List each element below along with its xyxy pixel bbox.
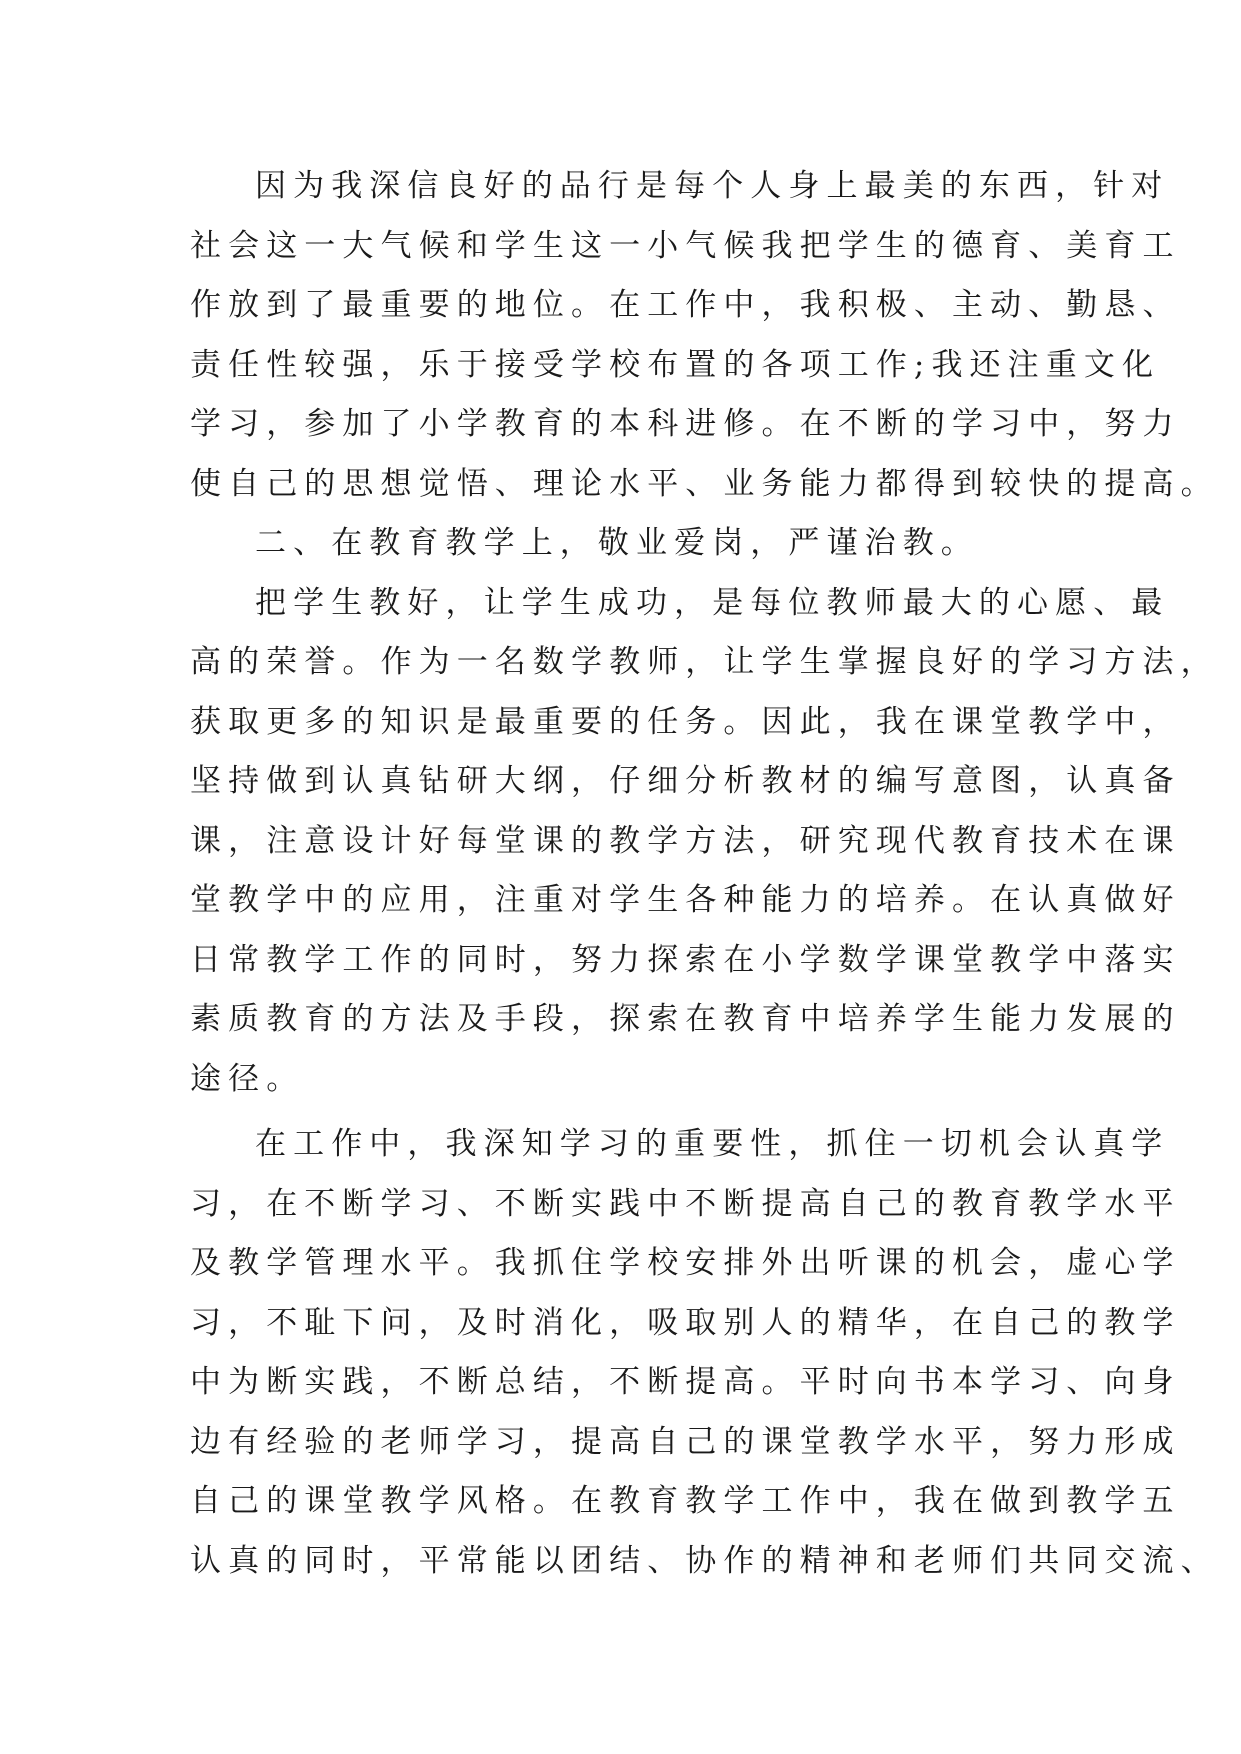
text-line: 坚持做到认真钻研大纲，仔细分析教材的编写意图，认真备	[190, 763, 1181, 799]
text-line: 高的荣誉。作为一名数学教师，让学生掌握良好的学习方法，	[190, 644, 1219, 680]
text-line: 责任性较强，乐于接受学校布置的各项工作;我还注重文化	[190, 346, 1161, 383]
text-line: 习，不耻下问，及时消化，吸取别人的精华，在自己的教学	[190, 1304, 1181, 1341]
text-line: 认真的同时，平常能以团结、协作的精神和老师们共同交流、	[190, 1542, 1219, 1579]
text-line: 中为断实践，不断总结，不断提高。平时向书本学习、向身	[190, 1364, 1181, 1400]
section-heading	[190, 514, 1060, 574]
text-line: 使自己的思想觉悟、理论水平、业务能力都得到较快的提高。	[190, 465, 1219, 502]
text-line: 自己的课堂教学风格。在教育教学工作中，我在做到教学五	[190, 1483, 1181, 1519]
text-line: 堂教学中的应用，注重对学生各种能力的培养。在认真做好	[190, 882, 1181, 918]
text-line: 把学生教好，让学生成功，是每位教师最大的心愿、最	[255, 584, 1170, 621]
text-line: 课，注意设计好每堂课的教学方法，研究现代教育技术在课	[190, 822, 1181, 859]
text-line: 途径。	[190, 1060, 305, 1097]
text-line: 日常教学工作的同时，努力探索在小学数学课堂教学中落实	[190, 941, 1181, 978]
text-line: 学习，参加了小学教育的本科进修。在不断的学习中，努力	[190, 406, 1181, 442]
text-line: 在工作中，我深知学习的重要性，抓住一切机会认真学	[255, 1126, 1170, 1162]
document-body	[190, 157, 1219, 1591]
text-line: 习，在不断学习、不断实践中不断提高自己的教育教学水平	[190, 1185, 1181, 1222]
text-line: 作放到了最重要的地位。在工作中，我积极、主动、勤恳、	[190, 287, 1181, 323]
text-line: 获取更多的知识是最重要的任务。因此，我在课堂教学中，	[190, 703, 1181, 740]
text-line: 及教学管理水平。我抓住学校安排外出听课的机会，虚心学	[190, 1245, 1181, 1281]
paragraph	[190, 157, 1219, 514]
text-line: 二、在教育教学上，敬业爱岗，严谨治教。	[255, 525, 979, 561]
paragraph	[190, 1115, 1219, 1591]
text-line: 因为我深信良好的品行是每个人身上最美的东西，针对	[255, 168, 1170, 204]
text-line: 社会这一大气候和学生这一小气候我把学生的德育、美育工	[190, 227, 1181, 264]
text-line: 素质教育的方法及手段，探索在教育中培养学生能力发展的	[190, 1001, 1181, 1037]
text-line: 边有经验的老师学习，提高自己的课堂教学水平，努力形成	[190, 1423, 1181, 1460]
paragraph	[190, 574, 1219, 1110]
